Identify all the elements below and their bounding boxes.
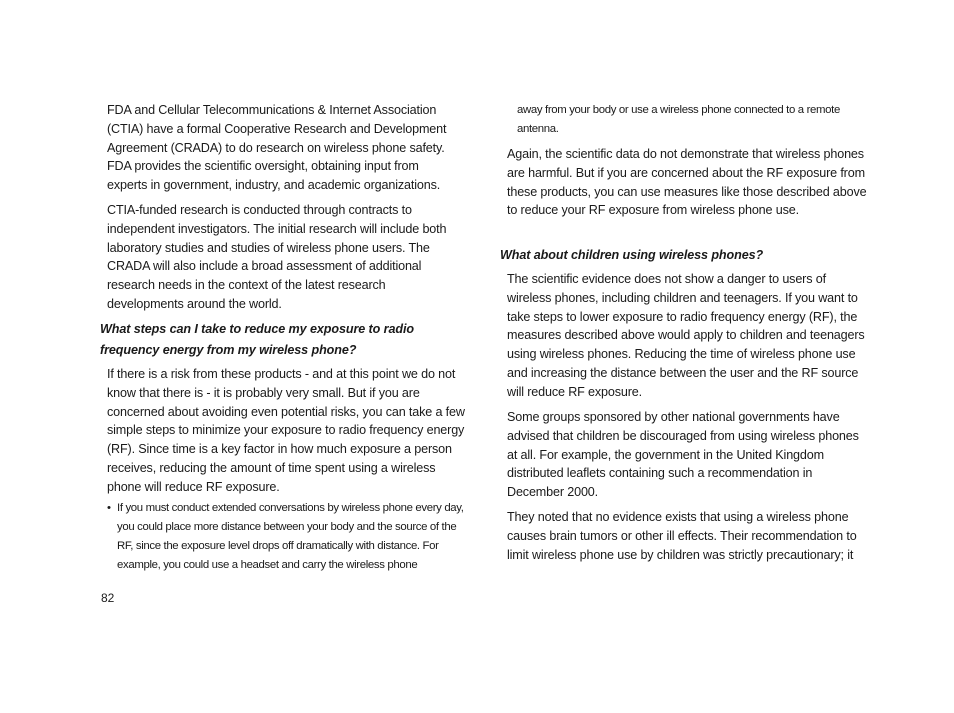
- paragraph-precautionary: They noted that no evidence exists that using a wireless phone causes brain tumors or other ill effects. Their recommendation to limit wireless phone use by children was strictly precautionary; it: [507, 510, 857, 562]
- heading-children: What about children using wireless phones?: [500, 248, 764, 262]
- paragraph-crada-intro: FDA and Cellular Telecommunications & Internet Association (CTIA) have a formal Cooperative Research and Development Agreement (CRADA) to do research on wireless phone safety. FDA provides the scientific oversight, obtaining input from experts in government, industry, and academic organizations.: [107, 103, 447, 193]
- paragraph-risk: If there is a risk from these products - and at this point we do not know that there is - it is probably very small. But if you are concerned about avoiding even potential risks, you can take a few simple steps to minimize your exposure to radio frequency energy (RF). Since time is a key factor in how much exposure a person receives, reducing the amount of time spent using a wireless phone will reduce RF exposure.: [107, 367, 465, 494]
- heading-reduce-exposure: What steps can I take to reduce my exposure to radio frequency energy from my wireless phone?: [100, 322, 414, 357]
- paragraph-other-governments: Some groups sponsored by other national governments have advised that children be discouraged from using wireless phones at all. For example, the government in the United Kingdom distributed leaflets containing such a recommendation in December 2000.: [507, 410, 859, 500]
- bullet-item-distance: [107, 499, 467, 575]
- bullet-text: If you must conduct extended conversations by wireless phone every day, you could place more distance between your body and the source of the RF, since the exposure level drops off dramatically with distance. For example, you could use a headset and carry the wireless phone: [117, 502, 464, 571]
- bullet-mark: •: [107, 502, 111, 514]
- bullet-continuation: away from your body or use a wireless phone connected to a remote antenna.: [517, 104, 840, 135]
- paragraph-scientific-data: Again, the scientific data do not demonstrate that wireless phones are harmful. But if you are concerned about the RF exposure from these products, you can use measures like those described above to reduce your RF exposure from wireless phone use.: [507, 147, 867, 218]
- page-number: 82: [101, 591, 115, 605]
- paragraph-evidence-children: The scientific evidence does not show a danger to users of wireless phones, including children and teenagers. If you want to take steps to lower exposure to radio frequency energy (RF), the measures described above would apply to children and teenagers using wireless phones. Reducing the time of wireless phone use and increasing the distance between the user and the RF source will reduce RF exposure.: [507, 272, 865, 399]
- paragraph-ctia-research: CTIA-funded research is conducted through contracts to independent investigators. The initial research will include both laboratory studies and studies of wireless phone users. The CRADA will also include a broad assessment of additional research needs in the context of the latest research developments around the world.: [107, 203, 447, 311]
